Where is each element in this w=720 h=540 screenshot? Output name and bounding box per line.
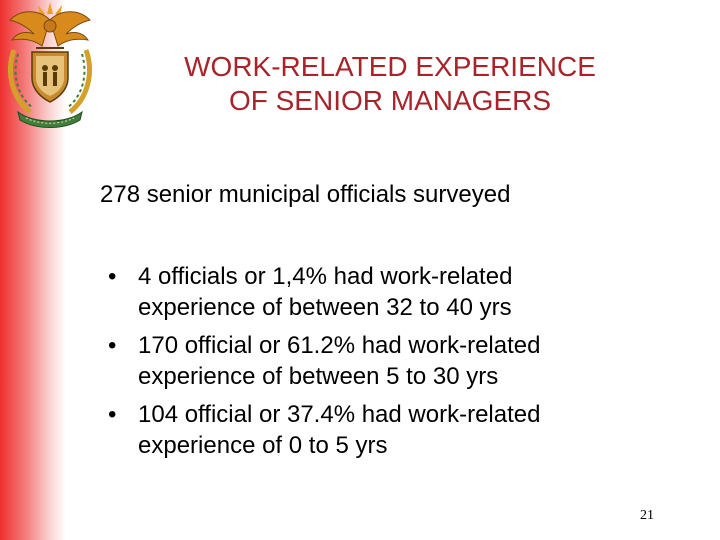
bullet-text-line: experience of 0 to 5 yrs xyxy=(138,432,388,459)
bullet-icon: • xyxy=(108,401,117,428)
slide-subtitle: 278 senior municipal officials surveyed xyxy=(100,181,511,208)
bullet-text-line: 170 official or 61.2% had work-related xyxy=(138,332,541,359)
bullet-text-line: 4 officials or 1,4% had work-related xyxy=(138,263,513,290)
bullet-text-line: 104 official or 37.4% had work-related xyxy=(138,401,541,428)
slide-title-line: OF SENIOR MANAGERS xyxy=(228,85,552,116)
list-item xyxy=(100,330,660,392)
list-item xyxy=(100,399,660,461)
bullet-icon: • xyxy=(108,332,117,359)
bullet-text-line: experience of between 32 to 40 yrs xyxy=(138,294,512,321)
coat-of-arms-icon xyxy=(0,0,100,130)
slide-title xyxy=(110,50,670,118)
bullet-text-line: experience of between 5 to 30 yrs xyxy=(138,363,499,390)
list-item xyxy=(100,261,660,323)
bullet-list xyxy=(100,261,660,468)
bullet-icon: • xyxy=(108,263,117,290)
slide-title-line: WORK-RELATED EXPERIENCE xyxy=(184,51,596,82)
page-number: 21 xyxy=(640,508,654,523)
